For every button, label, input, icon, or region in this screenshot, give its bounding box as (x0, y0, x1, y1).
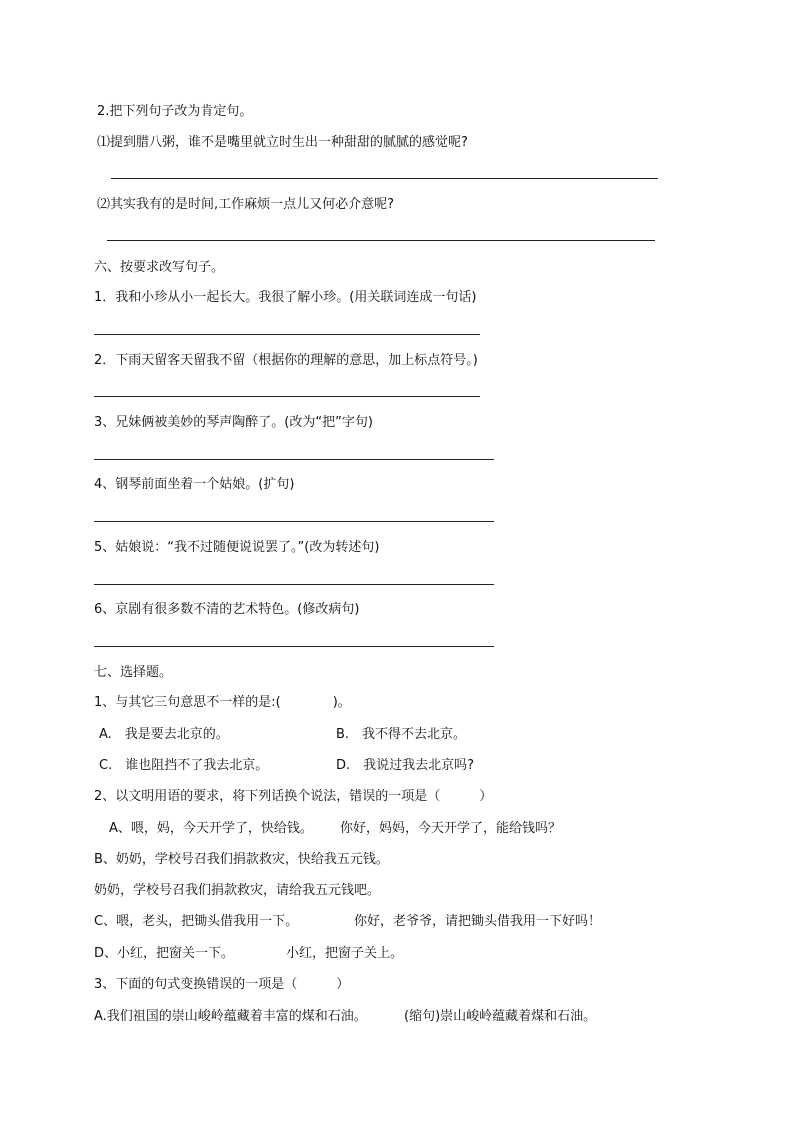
q3-option-a-rewrite: (缩句)崇山峻岭蕴藏着煤和石油。 (404, 1009, 597, 1024)
answer-line (94, 584, 494, 585)
section7-title: 七、选择题。 (94, 665, 173, 680)
q1-option-a: A. 我是要去北京的。 (99, 727, 229, 742)
section6-item: 3、兄妹俩被美妙的琴声陶醉了。(改为“把”字句) (94, 415, 373, 430)
section6-item: 6、京剧有很多数不清的艺术特色。(修改病句) (94, 602, 360, 617)
q2-option-a-rewrite: 你好，妈妈，今天开学了，能给钱吗？ (340, 821, 562, 836)
answer-line (94, 459, 494, 460)
q2-option-d-original: D、小红，把窗关一下。 (94, 946, 235, 961)
part2-title: 2.把下列句子改为肯定句。 (97, 104, 253, 119)
q1-option-b: B. 我不得不去北京。 (336, 727, 467, 742)
q1-stem: 1、与其它三句意思不一样的是:( )。 (94, 695, 351, 710)
q2-option-c-original: C、喂，老头，把锄头借我用一下。 (94, 914, 299, 929)
q2-option-c-rewrite: 你好，老爷爷，请把锄头借我用一下好吗！ (354, 914, 602, 929)
section6-item: 4、钢琴前面坐着一个姑娘。(扩句) (94, 477, 295, 492)
q2-stem: 2、以文明用语的要求，将下列话换个说法，错误的一项是（ ） (94, 789, 493, 804)
section6-title: 六、按要求改写句子。 (94, 260, 225, 275)
answer-line (94, 334, 480, 335)
q2-option-b-rewrite: 奶奶，学校号召我们捐款救灾，请给我五元钱吧。 (94, 883, 381, 898)
section6-item: 5、姑娘说：“我不过随便说说罢了。”(改为转述句) (94, 540, 380, 555)
part2-question-1: ⑴提到腊八粥，谁不是嘴里就立时生出一种甜甜的腻腻的感觉呢? (97, 135, 468, 150)
q1-option-c: C. 谁也阻挡不了我去北京。 (99, 758, 269, 773)
answer-line (94, 521, 494, 522)
answer-line (111, 178, 658, 179)
q1-option-d: D. 我说过我去北京吗? (336, 758, 475, 773)
part2-question-2: ⑵其实我有的是时间,工作麻烦一点儿又何必介意呢? (97, 197, 395, 212)
section6-item: 1．我和小珍从小一起长大。我很了解小珍。(用关联词连成一句话) (94, 290, 477, 305)
q2-option-b-original: B、奶奶，学校号召我们捐款救灾，快给我五元钱。 (94, 852, 389, 867)
answer-line (107, 240, 655, 241)
section6-item: 2．下雨天留客天留我不留（根据你的理解的意思，加上标点符号。) (94, 353, 478, 368)
q2-option-a-original: A、喂，妈，今天开学了，快给钱。 (109, 821, 313, 836)
q3-option-a-original: A.我们祖国的崇山峻岭蕴藏着丰富的煤和石油。 (94, 1009, 367, 1024)
q3-stem: 3、下面的句式变换错误的一项是（ ） (94, 977, 350, 992)
answer-line (94, 646, 494, 647)
answer-line (94, 396, 480, 397)
q2-option-d-rewrite: 小红，把窗子关上。 (286, 946, 404, 961)
